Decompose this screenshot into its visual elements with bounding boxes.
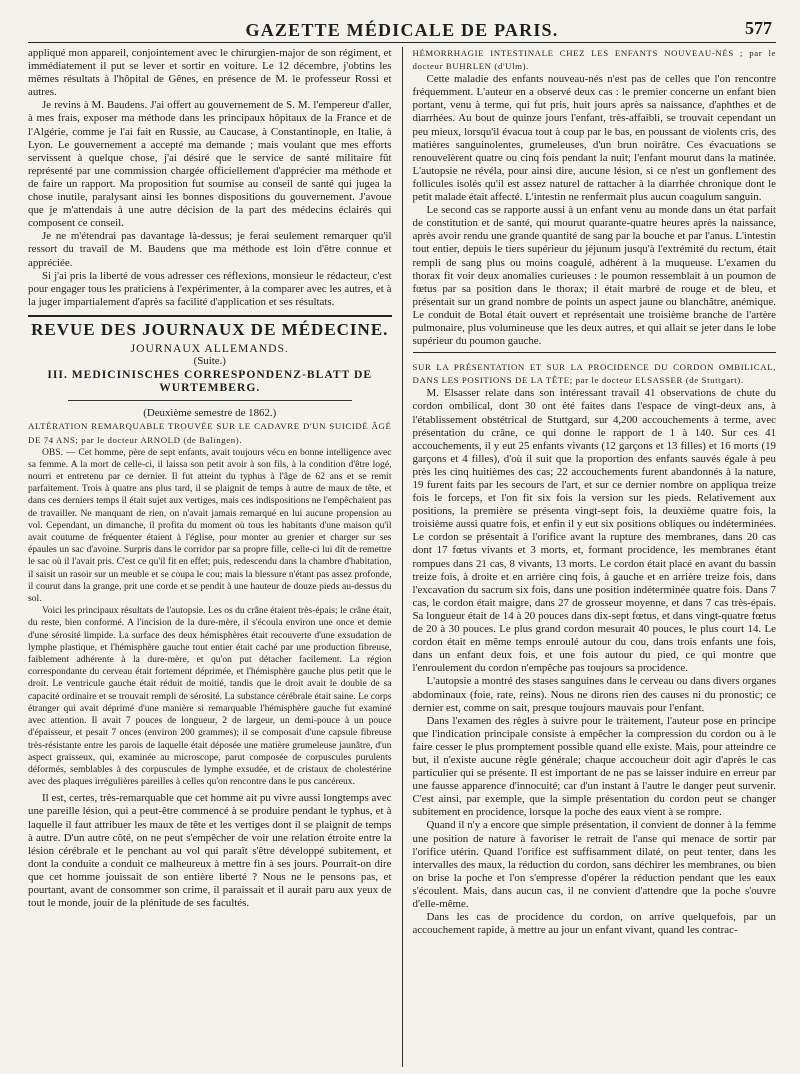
- paragraph: Quand il n'y a encore que simple présentation, il convient de donner à la femme une position de nature à favoriser le retrait de l'anse qui menace de sortir par l'orifice utérin. Quand l'orifice est suffisamment dilaté, on peut tenter, dans les intervalles des maux, la réduction du cordon, sans déchirer les membranes, ou bien on brise la poche et l'on s'empresse d'opérer la réduction pendant que les eaux s'écoulent. Mais, dans aucun cas, il ne convient d'attendre que la poche s'ouvre d'elle-même.: [412, 819, 776, 910]
- paragraph: Le second cas se rapporte aussi à un enfant venu au monde dans un état parfait de constitution et de santé, qui mourut quarante-quatre heures après la naissance, après avoir rendu une grande quantité de sang par la bouche et par l'anus. L'intestin tout entier, depuis le tiers supérieur du jéjunum jusqu'à l'extrémité du rectum, était rempli de sang plus ou moins coagulé, adhérent à la muqueuse. L'examen du thorax fit voir deux anomalies curieuses : le poumon ressemblait à un poumon de fœtus par sa position dans le thorax; il était marbré de rouge et de bleu, et présentait sur un grand nombre de points un aspect jaune ou blanchâtre, anémique. Le conduit de Botal était ouvert et représentait une troisième branche de l'artère pulmonaire, plus volumineuse que les deux autres, et qui allait se jeter dans le lobe supérieur du poumon gauche.: [412, 204, 776, 348]
- section-heading: REVUE DES JOURNAUX DE MÉDECINE.: [31, 319, 389, 339]
- paragraph: Je ne m'étendrai pas davantage là-dessus; je ferai seulement remarquer qu'il ressort du travail de M. Baudens que ma méthode est loin d'être connue et appréciée.: [28, 230, 392, 269]
- paragraph: appliqué mon appareil, conjointement avec le chirurgien-major de son régiment, et immédiatement il put se lever et sortir en voiture. Le 12 décembre, j'obtins les mêmes résultats à l'hôpital de Gênes, en présence de M. le professeur Rossi et autres.: [28, 47, 392, 99]
- subheading: JOURNAUX ALLEMANDS.: [130, 341, 289, 355]
- paragraph: Cette maladie des enfants nouveau-nés n'est pas de celles que l'on rencontre fréquemment. L'auteur en a observé deux cas : le premier concerne un enfant bien portant, venu à terme, qui fut pris, huit jours après sa naissance, d'aphthes et de diarrhées. Au bout de quinze jours l'enfant, très-affaibli, se trouvait cependant un peu mieux, lorsqu'il évacua tout à coup par le bas, en poussant de violents cris, des matières sanguinolentes, grumeleuses, d'un brun noirâtre. Ces évacuations se renouvelèrent quatre ou cinq fois pendant la nuit; l'enfant mourut dans la matinée. L'autopsie ne révéla, pour ainsi dire, aucune lésion, si ce n'est un gonflement des follicules isolés qu'il est assez naturel de rattacher à la diarrhée chronique dont le petit malade était affecté. L'intestin ne renfermait plus aucun coagulum sanguin.: [412, 73, 776, 204]
- journal-section-title: III. MEDICINISCHES CORRESPONDENZ-BLATT DE WURTEMBERG.: [47, 368, 373, 395]
- paragraph: Il est, certes, très-remarquable que cet homme ait pu vivre aussi longtemps avec une pareille lésion, qui a peut-être commencé à se produire pendant le typhus, et à laquelle il faut attribuer les maux de tête et les vertiges dont il se plaignit de temps à autre. D'un autre côté, on ne peut s'empêcher de voir une relation étroite entre la lésion cérébrale et le penchant au vol qui paraît s'être développé subitement, et dont la conduite a conduit ce malheureux à mettre fin à ses jours. Pourrait-on dire que cet homme jouissait de son entière liberté ? Nous ne le pensons pas, et pourtant, avant de consommer son crime, il paraissait et il aurait paru aux yeux de tout le monde, jouir de la plénitude de ses facultés.: [28, 792, 392, 910]
- page-number: 577: [745, 18, 772, 38]
- observation-block: [28, 447, 392, 789]
- journal-title: GAZETTE MÉDICALE DE PARIS.: [245, 20, 559, 40]
- columns: [28, 47, 776, 1067]
- paragraph: Dans l'examen des règles à suivre pour le traitement, l'auteur pose en principe que l'indication principale consiste à empêcher la compression du cordon ou à le faire cesser le plus promptement possible quand elle existe. Mais, pour atteindre ce but, il n'existe aucune règle générale; chaque accoucheur doit agir d'après le cas particulier qui se présente. Il est important de ne pas se laisser induire en erreur par une fausse apparence d'innocuité; car d'un instant à l'autre le danger peut survenir. C'est ainsi, par exemple, que la simple présentation du cordon peut se changer subitement en procidence, lorsque la poche des eaux vient à se rompre.: [412, 714, 776, 819]
- article-title: SUR LA PRÉSENTATION ET SUR LA PROCIDENCE DU CORDON OMBILICAL, DANS LES POSITIONS DE LA TÊTE; par le docteur ELSASSER (de Stuttgart).: [412, 362, 776, 386]
- paragraph: Si j'ai pris la liberté de vous adresser ces réflexions, monsieur le rédacteur, c'est pour engager tous les praticiens à l'expérimenter, à la comparer avec les autres, et à la juger impartialement d'après sa facilité d'application et ses résultats.: [28, 269, 392, 308]
- suite-label: (Suite.): [193, 355, 226, 368]
- section-rule: [28, 315, 392, 317]
- paragraph: Je revins à M. Baudens. J'ai offert au gouvernement de S. M. l'empereur d'aller, à mes frais, exposer ma méthode dans les principaux hôpitaux de la France et de l'Algérie, comme je l'ai fait en Russie, au Caucase, à Constantinople, en Italie, à Lyon. Le gouvernement a accepté ma demande ; mais voulant que mes efforts servissent à quelque chose, j'ai désiré que le service de santé militaire fût représenté par une commission chargée officiellement d'apprécier ma méthode et de faire un rapport. Ma proposition fut soumise au conseil de santé qui jugea la chose inutile, paralysant ainsi les bonnes dispositions du gouvernement. J'avoue que je m'attendais à une autre décision de la part des médecins éclairés qui composent ce conseil.: [28, 99, 392, 230]
- paragraph: M. Elsasser relate dans son intéressant travail 41 observations de chute du cordon ombilical, dont 30 ont été faites dans l'espace de vingt-deux ans, à l'établissement obstétrical de Stuttgard, sur 4,200 accouchements à terme, avec présentation du crâne, ce qui donne le rapport de 1 à 140. Sur ces 41 accouchements, il y eut 25 enfants vivants (12 garçons et 13 filles) et 16 morts (19 garçons et 4 filles), d'où il suit que la proportion des enfants sauvés égale à peu près les cinq huitièmes des cas; 22 accouchements furent abandonnés à la nature, 19 furent faits par les secours de l'art, et sur ce dernier nombre on appliqua treize fois le forceps, et l'on fit six fois la version sur les pieds. Relativement aux positions, la première se présenta vingt-sept fois, la deuxième quatre fois, la troisième aussi quatre fois, et enfin il y eut six positions obliques ou indéterminées. Le cordon se présentait à l'orifice avant la rupture des membranes, dans 20 cas dont 17 fœtus vivants et 3 morts, et, formant procidence, les membranes étant rompues dans 21 cas, 8 vivants, 13 morts. Le cordon était placé en avant du bassin treize fois, à droite et en arrière cinq fois, à gauche et en arrière treize fois, dans l'excavation du sacrum six fois, dans une position indéterminée quatre fois. Dans 7 cas, le cordon était maigre, dans 27 de grosseur moyenne, et dans 7 cas très-épais. Sa longueur était de 14 à 20 pouces dans dix-sept fœtus, et dans vingt-quatre fœtus de 20 à 30 pouces. Le plus grand cordon mesurait 40 pouces, le plus court 14. Le cordon était en même temps enroulé autour du cou, dans trois enfants une fois, dans un enfant deux fois, et une fois autour du pied, ce qui montre que l'enroulement du cordon n'empêche pas toujours sa procidence.: [412, 387, 776, 675]
- divider: [68, 400, 352, 401]
- paragraph: Dans les cas de procidence du cordon, on arrive quelquefois, par un accouchement rapide, à mettre au jour un enfant vivant, quand les contrac-: [412, 911, 776, 937]
- right-column: [403, 47, 777, 1067]
- left-column: [28, 47, 403, 1067]
- running-head: [28, 14, 776, 43]
- semestre-label: (Deuxième semestre de 1862.): [143, 407, 277, 420]
- paragraph: L'autopsie a montré des stases sanguines dans le cerveau ou dans divers organes abdominaux (foie, rate, reins). Nous ne dirons rien des causes ni du pronostic; ce dernier est, comme on sait, presque toujours mauvais pour l'enfant.: [412, 675, 776, 714]
- divider: [413, 352, 777, 353]
- paragraph: Voici les principaux résultats de l'autopsie. Les os du crâne étaient très-épais; le crâne était, du reste, bien conformé. A l'incision de la dure-mère, il s'écoula environ une once et demie d'une sérosité limpide. La surface des deux hémisphères était recouverte d'une exsudation de lymphe plastique, et l'hémisphère gauche tout entier était caché par une production fibreuse, faiblement adhérente à la dure-mère, et qu'on put détacher facilement. La région correspondante du cerveau était fortement déprimée, et l'hémisphère gauche plus petit que le droit. Le ventricule gauche était réduit de moitié, tandis que le droit avait le double de sa capacité ordinaire et se trouvait rempli de sérosité. La substance cérébrale était saine. Le corps étranger qui avait déprimé d'une manière si remarquable l'hémisphère gauche fut examiné avec attention. Il avait 7 pouces de longueur, 2 de largeur, un demi-pouce à un pouce d'épaisseur, et pesait 7 onces (environ 200 grammes); il se composait d'une capsule fibreuse très-résistante entre les parois de laquelle était déposée une matière grumeleuse jaunâtre, d'un aspect graisseux, qui, examinée au microscope, parut composée de corpuscules purulents déformés, semblables à des corpuscules de lymphe exsudée, et de cristaux de cholestérine avec des plaques irrégulières pareilles à celles qu'on rencontre dans le pus cancéreux.: [28, 605, 392, 788]
- paragraph: OBS. — Cet homme, père de sept enfants, avait toujours vécu en bonne intelligence avec sa femme. A la mort de celle-ci, il laissa son petit avoir à son fils, à la condition d'être logé, nourri et entretenu par ce dernier. Il fut atteint du typhus à l'âge de 62 ans et se remit parfaitement. Trois à quatre ans plus tard, il se plaignit de temps à autre de maux de tête, et dans ces derniers temps il était sujet aux vertiges, mais ces indispositions ne l'empêchaient pas de travailler. Ne manquant de rien, on n'avait jamais remarqué en lui aucune propension au vol. Cependant, un dimanche, il profita du moment où tous les habitants d'une maison qu'il avait coutume de fréquenter étaient à l'église, pour monter au grenier et charger sur ses épaules un sac d'avoine. Surpris dans le corridor par sa propre fille, celle-ci lui dit de remettre le sac où il l'avait pris. C'est ce qu'il fit en effet; puis, redescendu dans la chambre d'habitation, il saisit un rasoir sur un meuble et se coupa le cou; mais la blessure n'étant pas assez profonde, il courut dans la grange, prit une corde et se pendit à une hauteur de douze pieds au-dessus du sol.: [28, 446, 392, 605]
- article-title: ALTÉRATION REMARQUABLE TROUVÉE SUR LE CADAVRE D'UN SUICIDÉ ÂGÉ DE 74 ANS; par le docteur ARNOLD (de Balingen).: [28, 421, 392, 445]
- article-title: HÉMORRHAGIE INTESTINALE CHEZ LES ENFANTS NOUVEAU-NÉS ; par le docteur BUHRLEN (d'Ulm).: [412, 48, 776, 72]
